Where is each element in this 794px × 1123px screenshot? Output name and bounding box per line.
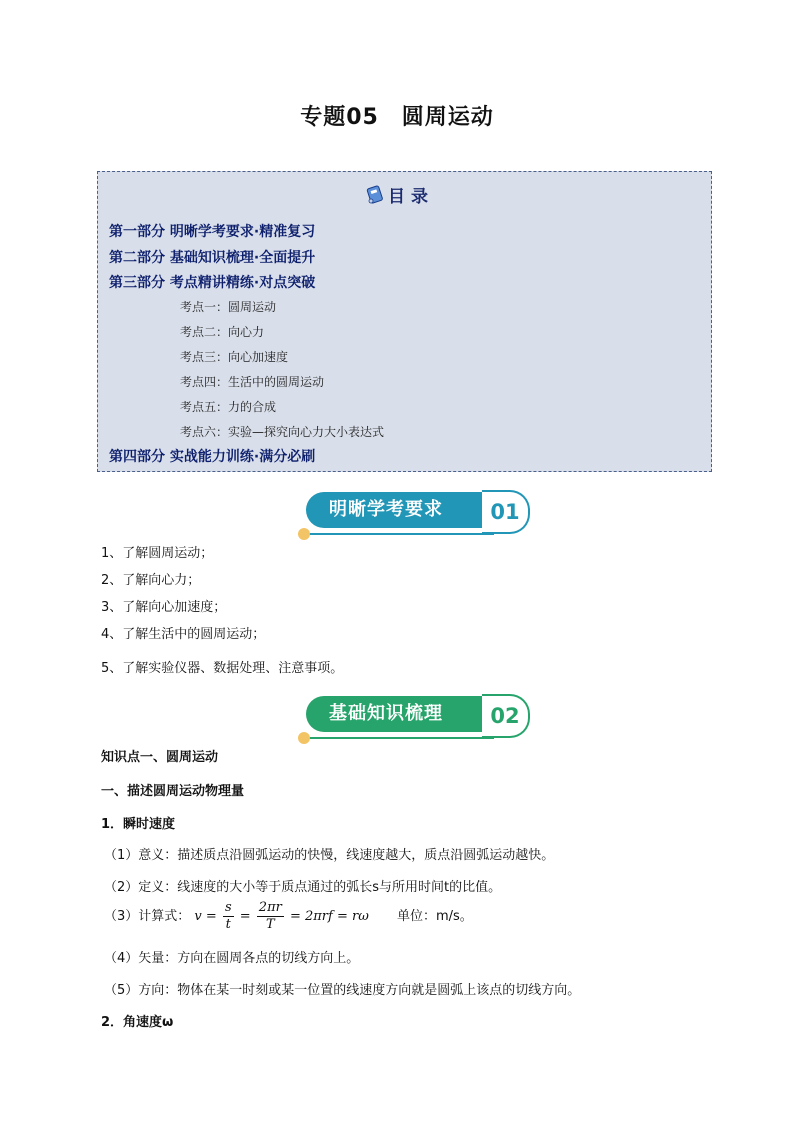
- fraction-T: T: [265, 917, 275, 932]
- toc-part-1[interactable]: 第一部分 明晰学考要求·精准复习: [109, 224, 316, 240]
- requirement-4: 4、了解生活中的圆周运动；: [101, 627, 266, 642]
- toc-part-4[interactable]: 第四部分 实战能力训练·满分必刷: [109, 449, 316, 465]
- formula-v: v =: [194, 909, 217, 924]
- requirement-1: 1、了解圆周运动；: [101, 546, 214, 561]
- toc-heading: [0, 182, 794, 210]
- banner-2-underline: [304, 737, 494, 739]
- toc-part-2[interactable]: 第二部分 基础知识梳理·全面提升: [109, 250, 316, 266]
- toc-part-3[interactable]: 第三部分 考点精讲精练·对点突破: [109, 275, 316, 291]
- item-definition: （2）定义：线速度的大小等于质点通过的弧长s与所用时间t的比值。: [104, 880, 502, 895]
- toc-sub-1[interactable]: 考点一：圆周运动: [180, 300, 277, 314]
- toc-sub-6[interactable]: 考点六：实验—探究向心力大小表达式: [180, 425, 385, 439]
- formula-rest: = 2πrf = rω: [289, 909, 369, 924]
- toc-sub-2[interactable]: 考点二：向心力: [180, 325, 265, 339]
- toc-sub-4[interactable]: 考点四：生活中的圆周运动: [180, 375, 325, 389]
- item-direction: （5）方向：物体在某一时刻或某一位置的线速度方向就是圆弧上该点的切线方向。: [104, 983, 581, 998]
- banner-2-dot: [298, 732, 310, 744]
- banner-1-number: 01: [482, 490, 530, 534]
- page-title: 专题05 圆周运动: [300, 105, 494, 130]
- section-heading: 一、描述圆周运动物理量: [101, 784, 245, 799]
- fraction-2pir: 2πr: [258, 900, 282, 915]
- requirement-3: 3、了解向心加速度；: [101, 600, 227, 615]
- item-meaning: （1）意义：描述质点沿圆弧运动的快慢，线速度越大，质点沿圆弧运动越快。: [104, 848, 555, 863]
- banner-1-underline: [304, 533, 494, 535]
- item-vector: （4）矢量：方向在圆周各点的切线方向上。: [104, 951, 360, 966]
- fraction-s-over-t: [223, 900, 234, 933]
- fraction-2pir-over-T: [257, 900, 284, 933]
- notebook-icon: [366, 185, 384, 210]
- section-banner-1: [306, 492, 536, 528]
- fraction-t: t: [225, 917, 231, 932]
- item-formula: [104, 900, 473, 933]
- knowledge-point-title: 知识点一、圆周运动: [101, 750, 219, 765]
- fraction-s: s: [224, 900, 232, 915]
- banner-2-number: 02: [482, 694, 530, 738]
- banner-2-pill: [306, 696, 486, 732]
- toc-sub-5[interactable]: 考点五：力的合成: [180, 400, 277, 414]
- banner-1-label: 明晰学考要求: [329, 499, 443, 520]
- formula-equals: =: [239, 909, 251, 924]
- banner-1-pill: [306, 492, 486, 528]
- formula-unit: 单位：m/s。: [396, 909, 473, 924]
- banner-1-dot: [298, 528, 310, 540]
- banner-2-label: 基础知识梳理: [329, 703, 443, 724]
- section-banner-2: [306, 696, 536, 732]
- formula-label: （3）计算式：: [104, 909, 191, 924]
- toc-heading-text: 目 录: [388, 187, 428, 207]
- requirement-5: 5、了解实验仪器、数据处理、注意事项。: [101, 661, 344, 676]
- subsection-angular-velocity: 2．角速度ω: [101, 1015, 174, 1030]
- subsection-linear-velocity: 1．瞬时速度: [101, 817, 176, 832]
- toc-sub-3[interactable]: 考点三：向心加速度: [180, 350, 289, 364]
- requirement-2: 2、了解向心力；: [101, 573, 201, 588]
